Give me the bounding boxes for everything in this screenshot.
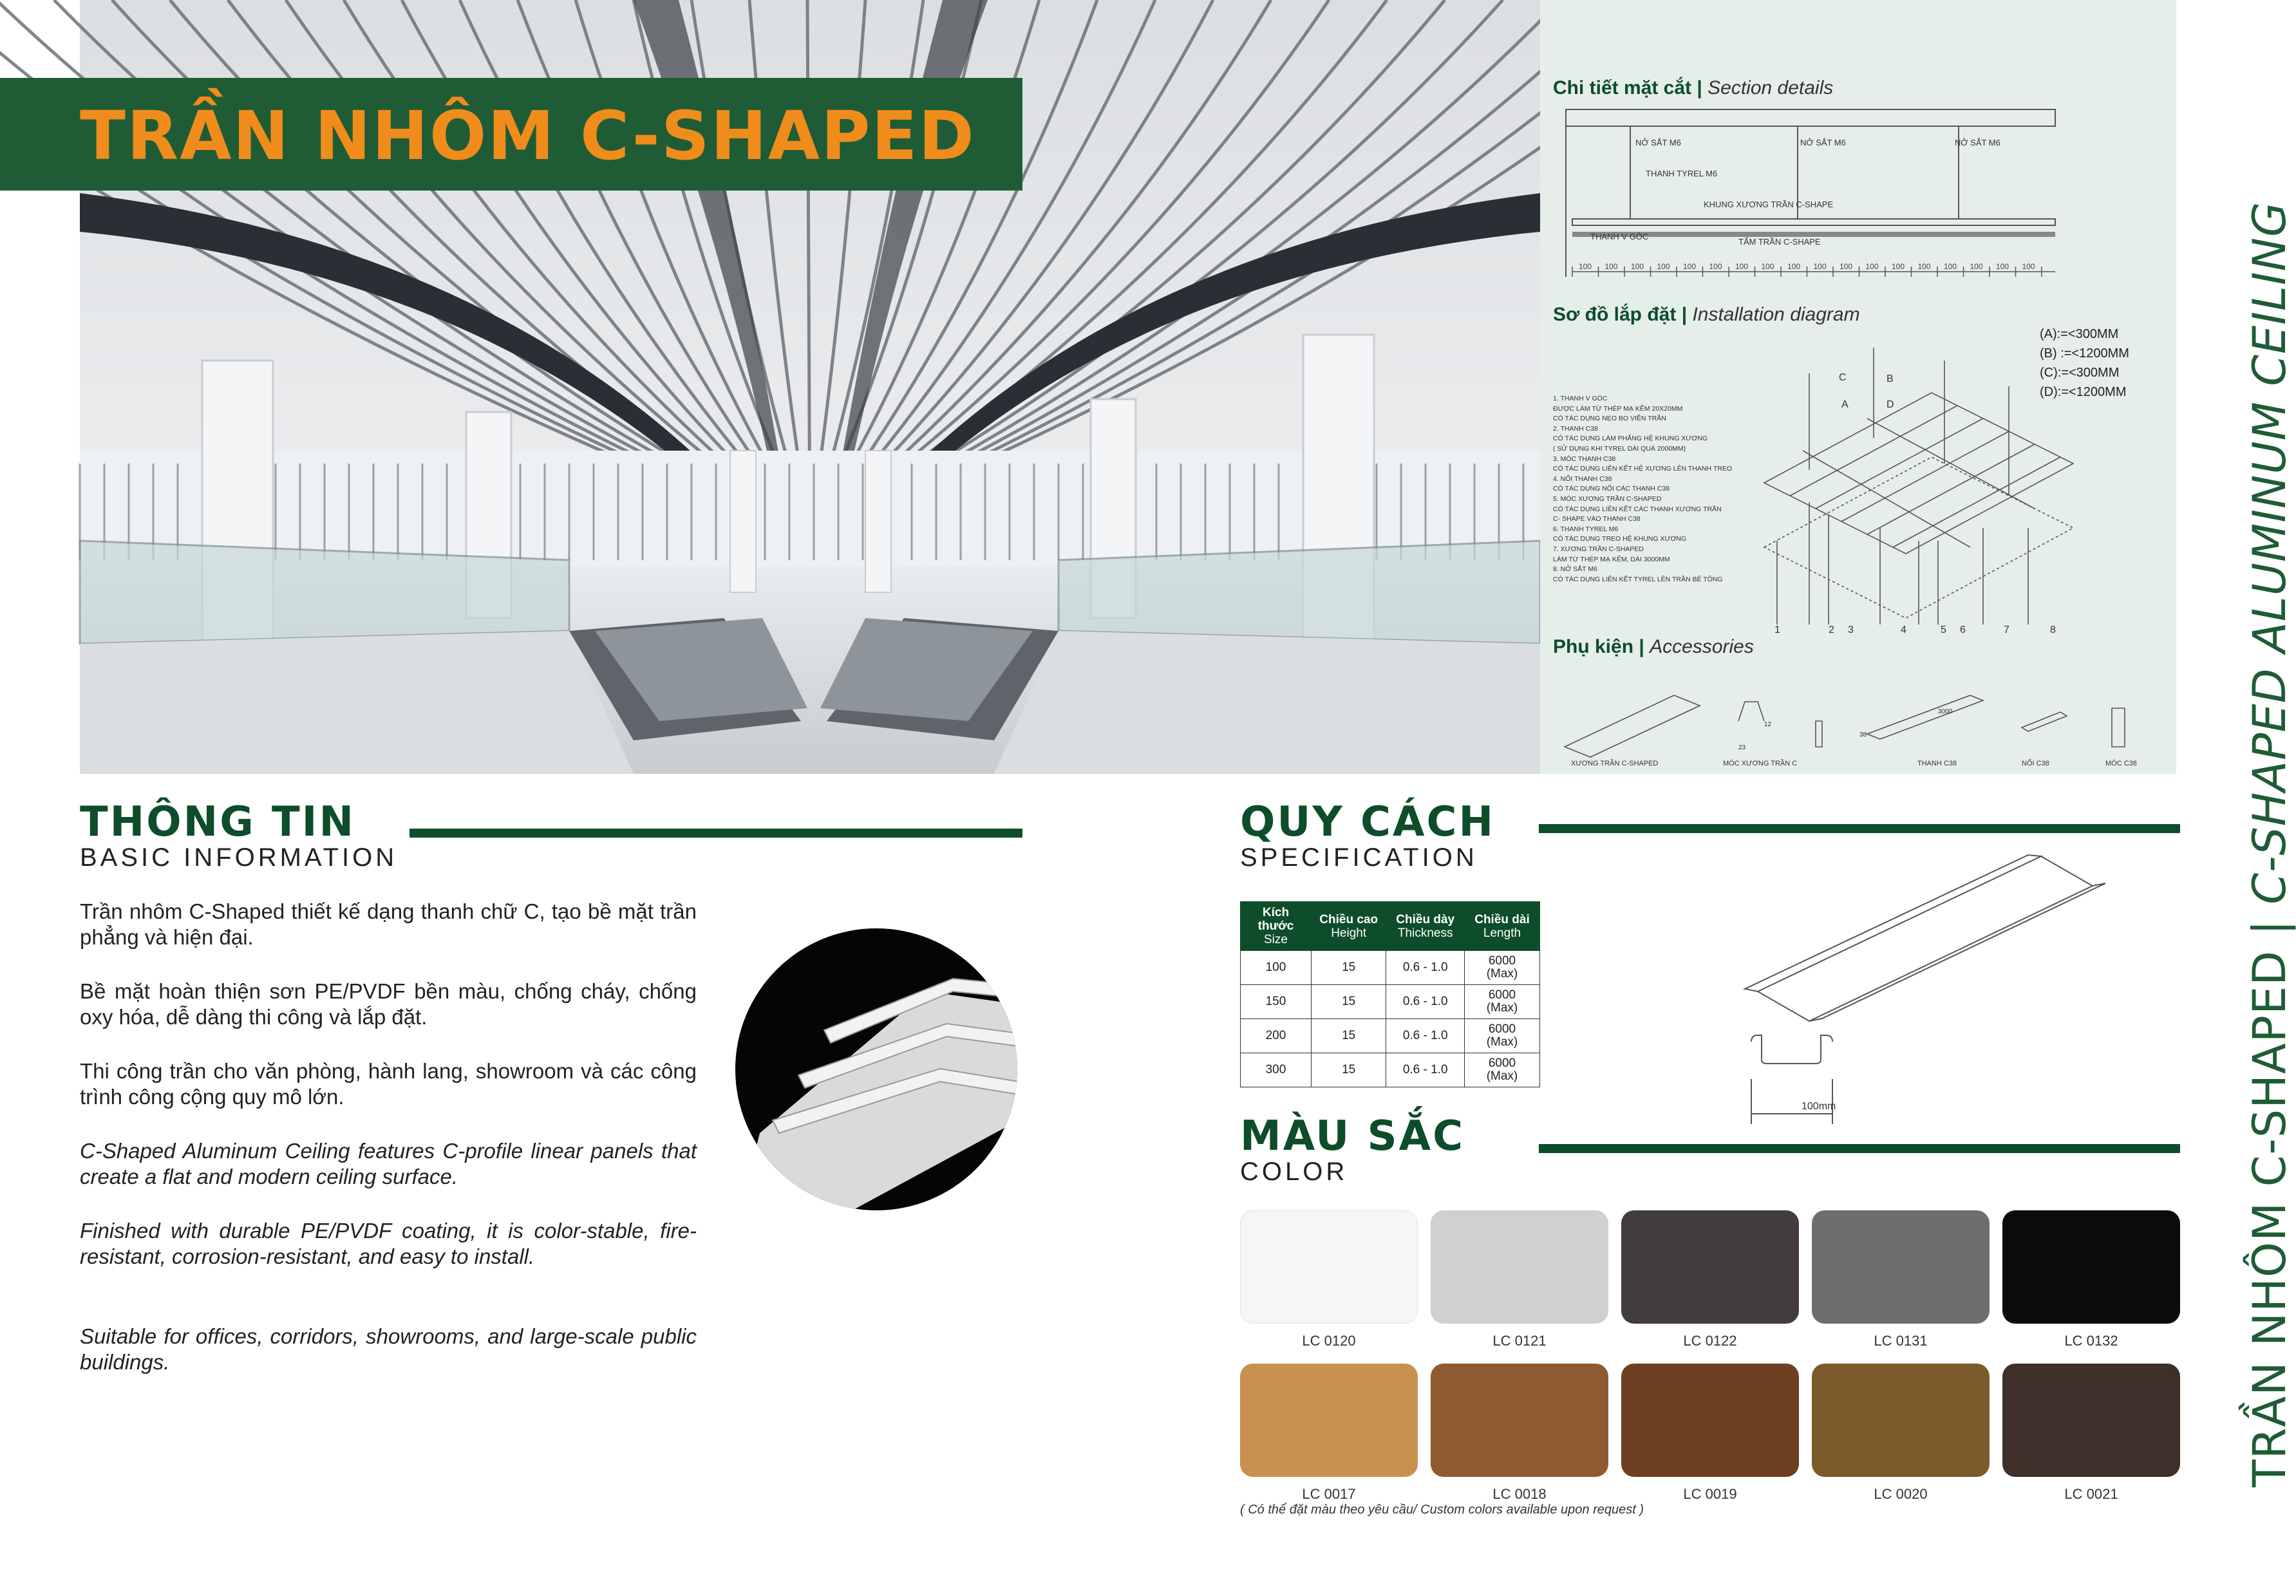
spec-cell-length: 6000 (Max) <box>1464 1019 1539 1053</box>
installation-note: CÓ TÁC DỤNG LIÊN KẾT TYREL LÊN TRẦN BÊ TÔNG <box>1553 575 1723 583</box>
spec-col-thickness: Chiều dày Thickness <box>1386 902 1465 951</box>
installation-note: 2. THANH C38 <box>1553 424 1598 433</box>
installation-note: 8. NỞ SẮT M6 <box>1553 565 1597 574</box>
accessories-title-vi: Phụ kiện <box>1553 636 1634 657</box>
profile-drawing <box>1726 847 2260 1137</box>
installation-note: 5. MÓC XƯƠNG TRẦN C-SHAPED <box>1553 494 1662 503</box>
color-code-label: LC 0132 <box>2064 1333 2118 1349</box>
spec-cell-size: 300 <box>1241 1053 1312 1087</box>
color-rule <box>1539 1144 2180 1153</box>
dimension-label: 100 <box>1787 262 1801 271</box>
info-para-en-3: Suitable for offices, corridors, showrooms, and large-scale public buildings. <box>80 1324 697 1374</box>
accessory-dim-12: 12 <box>1764 721 1772 728</box>
installation-number: 2 <box>1829 624 1834 635</box>
accessory-noi-c38: NỐI C38 <box>2022 760 2049 767</box>
dimension-label: 100 <box>1813 262 1827 271</box>
spec-cell-length: 6000 (Max) <box>1464 1053 1539 1087</box>
installation-number: 7 <box>2004 624 2009 635</box>
label-no-sat-2: NỞ SẮT M6 <box>1800 138 1846 147</box>
installation-note: LÀM TỪ THÉP MẠ KẼM, DÀI 3000MM <box>1553 555 1670 563</box>
installation-letter: A <box>1841 399 1849 410</box>
dimension-label: 100 <box>1579 262 1592 271</box>
spec-cell-length: 6000 (Max) <box>1464 985 1539 1019</box>
accessories-title-en: Accessories <box>1650 636 1754 657</box>
spec-cell-size: 150 <box>1241 985 1312 1019</box>
info-para-vi-3: Thi công trần cho văn phòng, hành lang, showroom và các công trình công cộng quy mô lớn. <box>80 1059 697 1109</box>
color-subtitle: COLOR <box>1240 1158 1348 1186</box>
color-swatch <box>1431 1210 1608 1324</box>
info-para-vi-1: Trần nhôm C-Shaped thiết kế dạng thanh chữ C, tạo bề mặt trần phẳng và hiện đại. <box>80 899 697 949</box>
color-swatch <box>2002 1210 2180 1324</box>
installation-note: C- SHAPE VÀO THANH C38 <box>1553 515 1641 523</box>
color-code-label: LC 0122 <box>1683 1333 1737 1349</box>
color-code-label: LC 0021 <box>2064 1486 2118 1502</box>
color-code-label: LC 0017 <box>1302 1486 1356 1502</box>
installation-title-vi: Sơ đồ lắp đặt <box>1553 304 1677 325</box>
spec-col-height: Chiều cao Height <box>1311 902 1386 951</box>
installation-note: ĐƯỢC LÀM TỪ THÉP MẠ KẼM 20X20MM <box>1553 404 1683 413</box>
installation-note: CÓ TÁC DỤNG LIÊN KẾT HỆ XƯƠNG LÊN THANH TREO <box>1553 465 1732 473</box>
color-code-label: LC 0120 <box>1302 1333 1356 1349</box>
side-title-vi: TRẦN NHÔM C-SHAPED <box>2243 950 2296 1487</box>
color-swatch <box>1621 1364 1799 1477</box>
side-title-separator: | <box>2243 919 2296 935</box>
page-title: TRẦN NHÔM C-SHAPED <box>80 97 975 175</box>
dimension-label: 100 <box>1865 262 1879 271</box>
color-code-label: LC 0018 <box>1492 1486 1547 1502</box>
dimension-label: 100 <box>1892 262 1905 271</box>
color-swatch <box>1240 1364 1418 1477</box>
label-no-sat-1: NỞ SẮT M6 <box>1635 138 1681 147</box>
installation-letter: B <box>1887 373 1894 384</box>
section-details-heading: Chi tiết mặt cắt | Section details <box>1553 77 1834 99</box>
label-thanh-v-goc: THANH V GÓC <box>1590 232 1649 241</box>
spec-rule <box>1539 824 2180 833</box>
installation-note: CÓ TÁC DỤNG NỐI CÁC THANH C38 <box>1553 485 1670 493</box>
dimension-label: 100 <box>1631 262 1644 271</box>
installation-title-en: Installation diagram <box>1692 304 1860 325</box>
installation-spec: (A):=<300MM <box>2040 327 2119 341</box>
spec-col-size: Kích thước Size <box>1241 902 1312 951</box>
dimension-label: 100 <box>1970 262 1983 271</box>
installation-note: 1. THANH V GÓC <box>1553 395 1608 402</box>
color-swatch-grid <box>1240 1210 2180 1519</box>
spec-cell-height: 15 <box>1311 1053 1386 1087</box>
dimension-label: 100 <box>2022 262 2035 271</box>
label-no-sat-3: NỞ SẮT M6 <box>1955 138 2000 147</box>
color-swatch <box>1621 1210 1799 1324</box>
spec-col-length: Chiều dài Length <box>1464 902 1539 951</box>
spec-row <box>1241 1019 1540 1053</box>
installation-note: CÓ TÁC DỤNG LÀM PHẲNG HỆ KHUNG XƯƠNG <box>1553 435 1708 443</box>
installation-note: 3. MÓC THANH C38 <box>1553 455 1616 463</box>
section-details-title-en: Section details <box>1708 77 1834 99</box>
installation-notes <box>1553 394 1732 585</box>
label-khung-xuong: KHUNG XƯƠNG TRẦN C-SHAPE <box>1704 200 1834 209</box>
dimension-label: 100 <box>1917 262 1931 271</box>
color-swatch <box>1240 1210 1418 1324</box>
installation-letter: C <box>1839 372 1847 383</box>
installation-number: 1 <box>1774 624 1780 635</box>
section-details-drawing <box>1553 103 2068 290</box>
spec-cell-height: 15 <box>1311 1019 1386 1053</box>
product-circle-image <box>734 927 1019 1212</box>
spec-cell-size: 100 <box>1241 951 1312 985</box>
installation-note: 6. THANH TYREL M6 <box>1553 525 1619 533</box>
info-para-en-1: C-Shaped Aluminum Ceiling features C-profile linear panels that create a flat and modern ceiling surface. <box>80 1139 697 1188</box>
dimension-label: 100 <box>1709 262 1722 271</box>
dimension-label: 100 <box>1735 262 1749 271</box>
accessories-heading: Phụ kiện | Accessories <box>1553 636 1754 657</box>
side-title <box>2243 202 2296 1487</box>
installation-spec: (B) :=<1200MM <box>2040 346 2129 361</box>
accessories-drawing <box>1545 682 2150 760</box>
installation-letters <box>1816 361 1944 412</box>
spec-cell-thickness: 0.6 - 1.0 <box>1386 1019 1465 1053</box>
spec-cell-height: 15 <box>1311 951 1386 985</box>
installation-number: 3 <box>1848 624 1854 635</box>
dimension-label: 100 <box>1604 262 1618 271</box>
basic-info-rule <box>409 829 1022 838</box>
color-swatch <box>2002 1364 2180 1477</box>
info-para-en-2: Finished with durable PE/PVDF coating, it is color-stable, fire-resistant, corrosion-resistant, and easy to install. <box>80 1219 697 1268</box>
spec-cell-thickness: 0.6 - 1.0 <box>1386 951 1465 985</box>
installation-number: 6 <box>1960 624 1966 635</box>
spec-table <box>1240 901 1540 1087</box>
installation-note: CÓ TÁC DỤNG NẸO BO VIỀN TRẦN <box>1553 415 1666 423</box>
spec-cell-thickness: 0.6 - 1.0 <box>1386 1053 1465 1087</box>
dimension-label: 100 <box>1657 262 1670 271</box>
side-title-en: C-SHAPED ALUMINUM CEILING <box>2243 201 2296 905</box>
color-code-label: LC 0131 <box>1874 1333 1928 1349</box>
spec-cell-size: 200 <box>1241 1019 1312 1053</box>
installation-number: 5 <box>1941 624 1946 635</box>
info-para-vi-2: Bề mặt hoàn thiện sơn PE/PVDF bền màu, chống cháy, chống oxy hóa, dễ dàng thi công và lắp đặt. <box>80 979 697 1029</box>
installation-note: 4. NỐI THANH C38 <box>1553 474 1612 483</box>
installation-heading: Sơ đồ lắp đặt | Installation diagram <box>1553 304 1860 325</box>
installation-note: ( SỬ DỤNG KHI TYREL DÀI QUÁ 2000MM) <box>1553 444 1686 453</box>
accessory-xuong: XƯƠNG TRẦN C-SHAPED <box>1571 760 1659 767</box>
accessory-moc-c38: MÓC C38 <box>2105 760 2137 767</box>
installation-number: 8 <box>2050 624 2056 635</box>
color-swatch <box>1431 1364 1608 1477</box>
color-footnote: ( Có thể đặt màu theo yêu cầu/ Custom colors available upon request ) <box>1240 1503 1644 1517</box>
color-code-label: LC 0019 <box>1683 1486 1737 1502</box>
accessory-moc-xuong: MÓC XƯƠNG TRẦN C <box>1723 760 1798 767</box>
accessory-thanh-c38: THANH C38 <box>1917 760 1957 767</box>
spec-cell-thickness: 0.6 - 1.0 <box>1386 985 1465 1019</box>
spec-row <box>1241 951 1540 985</box>
dimension-label: 100 <box>1996 262 2009 271</box>
installation-note: 7. XƯƠNG TRẦN C-SHAPED <box>1553 545 1644 553</box>
installation-letter: D <box>1887 399 1894 410</box>
installation-spec: (C):=<300MM <box>2040 366 2120 380</box>
color-title: MÀU SẮC <box>1240 1113 1465 1160</box>
spec-cell-height: 15 <box>1311 985 1386 1019</box>
profile-dimension: 100mm <box>1802 1101 1836 1112</box>
spec-row <box>1241 1053 1540 1087</box>
color-code-label: LC 0020 <box>1874 1486 1928 1502</box>
installation-note: CÓ TÁC DỤNG LIÊN KẾT CÁC THANH XƯƠNG TRẦN <box>1553 505 1722 513</box>
dimension-label: 100 <box>1840 262 1853 271</box>
installation-spec: (D):=<1200MM <box>2040 385 2127 399</box>
installation-note: CÓ TÁC DỤNG TREO HỆ KHUNG XƯƠNG <box>1553 535 1687 543</box>
spec-row <box>1241 985 1540 1019</box>
dimension-label: 100 <box>1761 262 1774 271</box>
spec-cell-length: 6000 (Max) <box>1464 951 1539 985</box>
installation-number: 4 <box>1901 624 1906 635</box>
spec-subtitle: SPECIFICATION <box>1240 843 1478 872</box>
accessory-dim-23: 23 <box>1738 744 1746 751</box>
dimension-label: 100 <box>1683 262 1697 271</box>
dimension-label: 100 <box>1944 262 1957 271</box>
spec-title: QUY CÁCH <box>1240 798 1496 846</box>
installation-numbers <box>1774 624 2071 640</box>
color-swatch <box>1812 1364 1990 1477</box>
accessory-dim-38: 38 <box>1859 731 1867 738</box>
section-details-title-vi: Chi tiết mặt cắt <box>1553 77 1692 99</box>
color-code-label: LC 0121 <box>1492 1333 1547 1349</box>
spec-table-header <box>1241 902 1540 951</box>
basic-info-title: THÔNG TIN <box>80 798 356 846</box>
basic-info-subtitle: BASIC INFORMATION <box>80 843 398 872</box>
label-thanh-tyrel: THANH TYREL M6 <box>1646 169 1718 178</box>
accessory-dim-3000: 3000 <box>1938 708 1953 715</box>
label-tam-tran: TẤM TRẦN C-SHAPE <box>1738 237 1821 247</box>
color-swatch <box>1812 1210 1990 1324</box>
